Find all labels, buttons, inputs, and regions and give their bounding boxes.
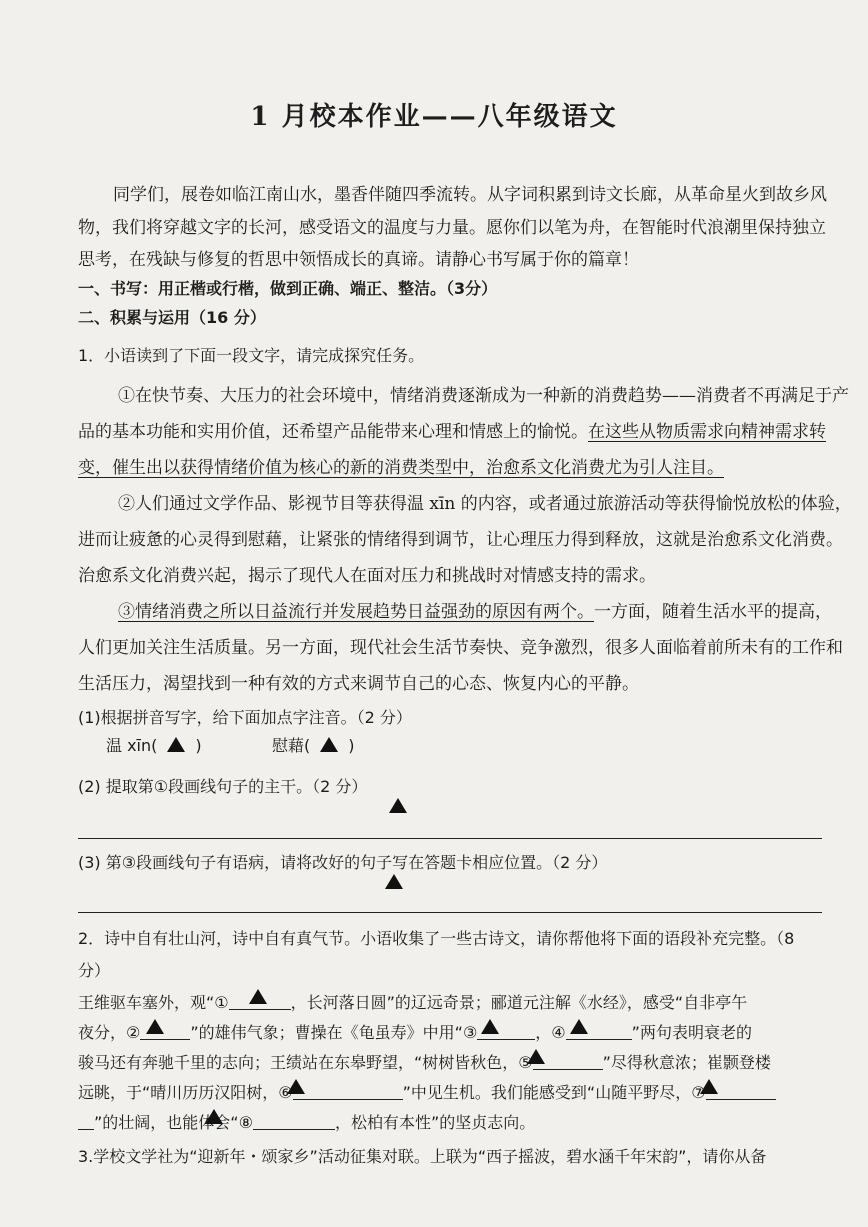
subquestion-3: (3) 第③段画线句子有语病，请将改好的句子写在答题卡相应位置。（2 分） (78, 853, 608, 872)
answer-marker-icon (249, 989, 267, 1004)
page-title: 1 月校本作业——八年级语文 (250, 102, 618, 132)
paragraph-3-line-3: 生活压力，渴望找到一种有效的方式来调节自己的心态、恢复内心的平静。 (78, 674, 639, 694)
answer-marker-icon (385, 874, 403, 889)
poem-fill-line-3 (78, 1050, 771, 1073)
subquestion-2: (2) 提取第①段画线句子的主干。（2 分） (78, 777, 368, 796)
text: ”两句表明衰老的 (631, 1023, 752, 1042)
blank-1 (229, 995, 291, 1010)
paragraph-2-line-3: 治愈系文化消费兴起，揭示了现代人在面对压力和挑战时对情感支持的需求。 (78, 566, 656, 586)
answer-marker-icon (167, 737, 185, 752)
paragraph-1-underlined-sentence-end: 变，催生出以获得情绪价值为核心的新的消费类型中，治愈系文化消费尤为引人注目。 (78, 458, 724, 478)
paragraph-1-underlined-sentence-start: 在这些从物质需求向精神需求转 (588, 422, 826, 442)
text: 远眺，于“晴川历历汉阳树，⑥ (78, 1083, 293, 1102)
answer-line (78, 912, 822, 913)
close-paren: ) (195, 736, 202, 755)
intro-line-2: 物，我们将穿越文字的长河，感受语文的温度与力量。愿你们以笔为舟，在智能时代浪潮里保持独立 (78, 218, 826, 238)
blank-8 (253, 1115, 335, 1130)
paragraph-1-line-1: ①在快节奏、大压力的社会环境中，情绪消费逐渐成为一种新的消费趋势——消费者不再满足于产 (118, 386, 849, 406)
text: ，长河落日圆”的辽远奇景；郦道元注解《水经》，感受“自非亭午 (290, 993, 748, 1012)
intro-line-1: 同学们，展卷如临江南山水，墨香伴随四季流转。从字词积累到诗文长廊，从革命星火到故乡风 (113, 185, 827, 205)
text: 骏马还有奔驰千里的志向；王绩站在东皋野望，“树树皆秋色，⑤ (78, 1053, 533, 1072)
poem-fill-line-4 (78, 1080, 776, 1103)
answer-marker-icon (320, 737, 338, 752)
pinyin-label-wenxin: 温 xīn( (106, 736, 158, 755)
text: ，松柏有本性”的坚贞志向。 (334, 1113, 536, 1132)
answer-marker-icon (481, 1019, 499, 1034)
answer-marker-icon (205, 1109, 223, 1124)
text: ”的雄伟气象；曹操在《龟虽寿》中用“③ (190, 1023, 478, 1042)
blank-4 (566, 1025, 632, 1040)
question-2-line-2: 分） (78, 961, 111, 980)
text: ”尽得秋意浓；崔颢登楼 (602, 1053, 771, 1072)
section-heading-writing: 一、书写：用正楷或行楷，做到正确、端正、整洁。（3分） (78, 279, 498, 298)
paragraph-1-text: 品的基本功能和实用价值，还希望产品能带来心理和情感上的愉悦。 (78, 422, 588, 442)
blank-7-end (78, 1115, 94, 1130)
pinyin-item-wenxin (106, 733, 202, 756)
question-3-line-1: 3.学校文学社为“迎新年・颂家乡”活动征集对联。上联为“西子摇波，碧水涵千年宋韵”，请你从备 (78, 1147, 767, 1166)
text: 夜分，② (78, 1023, 141, 1042)
paragraph-3-line-2: 人们更加关注生活质量。另一方面，现代社会生活节奏快、竞争激烈，很多人面临着前所未有的工作和 (78, 638, 843, 658)
blank-6 (293, 1085, 403, 1100)
answer-marker-icon (700, 1079, 718, 1094)
blank-2 (140, 1025, 190, 1040)
text: 王维驱车塞外，观“① (78, 993, 229, 1012)
blank-5 (533, 1055, 603, 1070)
paragraph-3-line-1 (118, 597, 832, 622)
answer-marker-icon (389, 798, 407, 813)
paragraph-3-underlined-sentence: ③情绪消费之所以日益流行并发展趋势日益强劲的原因有两个。 (118, 602, 594, 622)
text: ”中见生机。我们能感受到“山随平野尽，⑦ (402, 1083, 706, 1102)
poem-fill-line-2 (78, 1020, 752, 1043)
poem-fill-line-1 (78, 990, 747, 1013)
answer-marker-icon (527, 1049, 545, 1064)
close-paren: ) (348, 736, 355, 755)
intro-line-3: 思考，在残缺与修复的哲思中领悟成长的真谛。请静心书写属于你的篇章！ (78, 250, 639, 270)
section-heading-accumulation: 二、积累与运用（16 分） (78, 308, 266, 327)
text: ，④ (535, 1023, 566, 1042)
paragraph-3-text: 一方面，随着生活水平的提高， (594, 602, 832, 622)
paragraph-2-line-2: 进而让疲惫的心灵得到慰藉，让紧张的情绪得到调节，让心理压力得到释放，这就是治愈系文化消费。 (78, 530, 843, 550)
question-1-stem: 1．小语读到了下面一段文字，请完成探究任务。 (78, 346, 425, 365)
answer-marker-icon (287, 1079, 305, 1094)
blank-3 (477, 1025, 535, 1040)
answer-marker-icon (146, 1019, 164, 1034)
answer-marker-icon (570, 1019, 588, 1034)
blank-7 (706, 1085, 776, 1100)
poem-fill-line-5 (78, 1110, 535, 1133)
pinyin-item-weijie (272, 733, 355, 756)
paragraph-2-line-1: ②人们通过文学作品、影视节目等获得温 xīn 的内容，或者通过旅游活动等获得愉悦放松的体验， (118, 494, 852, 514)
question-2-line-1: 2．诗中自有壮山河，诗中自有真气节。小语收集了一些古诗文，请你帮他将下面的语段补充完整。（8 (78, 929, 795, 948)
text: ”的壮阔，也能体会“⑧ (94, 1113, 253, 1132)
pinyin-label-weijie: 慰藉( (272, 736, 311, 755)
paragraph-1-line-2 (78, 417, 826, 442)
subquestion-1: (1)根据拼音写字，给下面加点字注音。（2 分） (78, 708, 412, 727)
answer-line (78, 838, 822, 839)
